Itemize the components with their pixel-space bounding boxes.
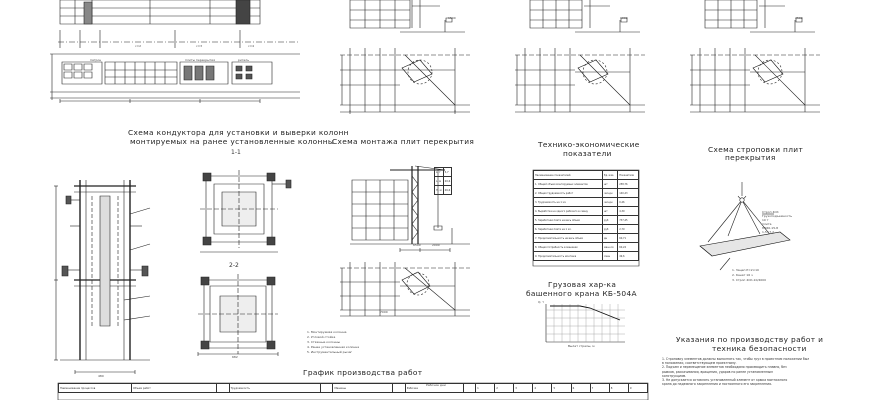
section-plan-1-1 bbox=[200, 170, 291, 252]
crane-title: Грузовая хар-ка bbox=[548, 280, 617, 289]
tech-row-unit: чел-дн bbox=[603, 189, 618, 198]
crane-param-value: 5,7 bbox=[443, 168, 452, 177]
slab-plan-1 bbox=[340, 48, 470, 114]
dim-1500: 1500 bbox=[448, 16, 456, 20]
tech-row-name: 5. Заработная плата на весь объем bbox=[534, 216, 603, 225]
instruction-line: 2. Подъем и перемещение элементов необходимо производить плавно, без bbox=[662, 365, 787, 370]
schedule-header-process: Наименование процессов bbox=[59, 384, 132, 393]
conductor-title-line2: монтируемых на ранее установленные колонны bbox=[130, 137, 335, 146]
dim-2000: 2000 bbox=[432, 243, 440, 247]
tech-row-unit: руб bbox=[603, 216, 618, 225]
crane-title-line2: башенного крана КБ-504А bbox=[526, 289, 637, 298]
sling-legend-3: 3. Строп 4СК-10/4000 bbox=[732, 278, 766, 282]
instruction-line: конструкциям. bbox=[662, 373, 687, 378]
tech-econ-title-line2: показатели bbox=[563, 149, 612, 158]
schedule-day: 4 bbox=[533, 384, 552, 393]
tech-row-name: 8. Общая потребность в машинах bbox=[534, 243, 603, 252]
conductor-section-elevation bbox=[54, 180, 150, 374]
section-plan-2-2 bbox=[198, 274, 278, 356]
schedule-day: 5 bbox=[552, 384, 571, 393]
schedule-header-blank bbox=[321, 384, 333, 393]
tech-row-name: 9. Продолжительность монтажа bbox=[534, 252, 603, 261]
schedule-header-volume: Объем работ bbox=[132, 384, 217, 393]
crane-param-label: L, т bbox=[435, 168, 444, 177]
schedule-header-blank bbox=[463, 384, 475, 393]
conductor-legend-3: 3. Стяжные колонны bbox=[307, 340, 340, 344]
conductor-legend-1: 1. Монтируемая колонна bbox=[307, 330, 347, 334]
schedule-day: 3 bbox=[514, 384, 533, 393]
tech-row-unit: шт bbox=[603, 207, 618, 216]
schedule-header-labor: Трудоемкость bbox=[229, 384, 321, 393]
instructions-title: Указания по производству работ и bbox=[676, 335, 824, 344]
plan-axis-1: с=2 bbox=[135, 44, 142, 48]
instruction-line: в положении, соответствующем проектному. bbox=[662, 361, 737, 366]
instruction-line: крана до надежного закрепления и постоянного его закрепления. bbox=[662, 382, 772, 387]
tech-row-unit: руб bbox=[603, 225, 618, 234]
crane-ylabel: Q, т bbox=[538, 300, 545, 304]
tech-row-name: 4. Выработка на одного рабочего в смену bbox=[534, 207, 603, 216]
tech-row-value: 60,71 bbox=[618, 234, 639, 243]
instruction-line: 3. Не допускается оставлять установленный элемент от крюка монтажного bbox=[662, 378, 788, 383]
section-label-1-1: 1-1 bbox=[231, 149, 241, 156]
tech-econ-table bbox=[533, 170, 639, 261]
tech-econ-title: Технико-экономические bbox=[538, 140, 640, 149]
tech-header-name: Наименование показателей bbox=[534, 171, 603, 180]
dim-682: 682 bbox=[232, 355, 238, 359]
tech-header-unit: Ед. изм. bbox=[603, 171, 618, 180]
conductor-title: Схема кондуктора для установки и выверки колонн bbox=[128, 128, 349, 137]
sling-label-6: 1,5×7,2 bbox=[762, 230, 775, 234]
sling-label-1: Строп 4СК bbox=[762, 210, 779, 214]
tech-row-name: 2. Общая трудоемкость работ bbox=[534, 189, 603, 198]
conductor-legend-4: 4. Ранее установленная колонна bbox=[307, 345, 360, 349]
crane-param-label: L, м bbox=[435, 177, 444, 186]
conductor-legend-5: 5. Инструментальный рычаг bbox=[307, 350, 353, 354]
dim-7000: 7000 bbox=[380, 310, 388, 314]
schedule-days-header: Рабочие дни bbox=[426, 383, 446, 387]
schedule-header-blank bbox=[217, 384, 229, 393]
schedule-day: 9 bbox=[628, 384, 647, 393]
tech-row-value: 0,46 bbox=[618, 198, 639, 207]
tech-row-value: 2,79 bbox=[618, 225, 639, 234]
tech-row-name: 7. Продолжительность на весь объем bbox=[534, 234, 603, 243]
plan-legend-3: ригель bbox=[238, 58, 249, 62]
instruction-line: рывков, раскачивания, вращения, ударов по ранее установленным bbox=[662, 369, 773, 374]
schedule-title: График производства работ bbox=[303, 368, 423, 377]
slab-plan-2 bbox=[515, 48, 645, 112]
dim-6500: 6500 bbox=[413, 243, 421, 247]
plan-axis-3: с=4 bbox=[248, 44, 255, 48]
crane-params-table bbox=[434, 167, 452, 195]
crane-param-label: H, м bbox=[435, 186, 444, 195]
instructions-title-line2: техника безопасности bbox=[712, 344, 807, 353]
slab-mount-plan bbox=[340, 262, 470, 316]
tech-row-name: 6. Заработная плата на 1 эл. bbox=[534, 225, 603, 234]
dim-1000: 1000 bbox=[620, 16, 628, 20]
plan-legend-2: плиты перекрытия bbox=[185, 58, 216, 62]
tech-row-value: 60,24 bbox=[618, 243, 639, 252]
plan-view bbox=[50, 0, 300, 103]
instruction-line: 1. Строповку элементов должны выполнять так, чтобы груз в проектном положении был bbox=[662, 357, 810, 361]
dim-480: 480 bbox=[98, 374, 104, 378]
sling-label-4: плита bbox=[762, 222, 772, 226]
schedule-day: 7 bbox=[590, 384, 609, 393]
tech-row-value: 258,76 bbox=[618, 180, 639, 189]
tech-row-value: 140,43 bbox=[618, 189, 639, 198]
plan-legend-1: патрон bbox=[90, 58, 102, 62]
tech-row-value: 737,45 bbox=[618, 216, 639, 225]
tech-row-name: 1. Общий объем монтируемых элементов bbox=[534, 180, 603, 189]
schedule-table bbox=[58, 383, 648, 393]
tech-row-unit: дн bbox=[603, 234, 618, 243]
slab-mount-title: Схема монтажа плит перекрытия bbox=[332, 137, 475, 146]
schedule-day: 8 bbox=[609, 384, 628, 393]
slinging-title-line2: перекрытия bbox=[725, 153, 776, 162]
plan-axis-2: с=3 bbox=[196, 44, 203, 48]
tech-row-unit: маш-см bbox=[603, 243, 618, 252]
slab-plan-3 bbox=[690, 48, 820, 112]
schedule-header-blank bbox=[393, 384, 405, 393]
section-label-2-2: 2-2 bbox=[229, 262, 239, 269]
sling-legend-1: 1. Зацеп Р=2×10 bbox=[732, 268, 759, 272]
sling-label-3: 10 т bbox=[762, 218, 769, 222]
tech-row-unit: шт bbox=[603, 180, 618, 189]
schedule-header-machines: Машины bbox=[333, 384, 393, 393]
crane-param-value: 26,6 bbox=[443, 186, 452, 195]
tech-row-name: 3. Трудоемкость на 1 эл. bbox=[534, 198, 603, 207]
tech-row-unit: смен bbox=[603, 252, 618, 261]
schedule-day: 6 bbox=[571, 384, 590, 393]
tech-row-unit: чел-дн bbox=[603, 198, 618, 207]
sling-label-5: ПК60-15-8 bbox=[762, 226, 779, 230]
tech-row-value: 4,39 bbox=[618, 207, 639, 216]
tech-row-value: 49,6 bbox=[618, 252, 639, 261]
dim-4500: 4500 bbox=[795, 16, 803, 20]
schedule-header-workers: Рабочие bbox=[405, 384, 463, 393]
instructions-notes bbox=[662, 357, 862, 386]
crane-param-value: 20,6 bbox=[443, 177, 452, 186]
slinging-title: Схема строповки плит bbox=[708, 145, 804, 154]
conductor-legend-2: 2. Угловой стойка bbox=[307, 335, 336, 339]
sling-label-2: Грузоподъемность bbox=[762, 214, 793, 218]
tech-header-value: Показатели bbox=[618, 171, 639, 180]
crane-xlabel: Вылет стрелы, м bbox=[568, 344, 595, 348]
crane-chart bbox=[546, 304, 625, 342]
schedule-day: 2 bbox=[495, 384, 514, 393]
sling-legend-2: 2. Канат 16 ч bbox=[732, 273, 753, 277]
schedule-day: 1 bbox=[476, 384, 495, 393]
